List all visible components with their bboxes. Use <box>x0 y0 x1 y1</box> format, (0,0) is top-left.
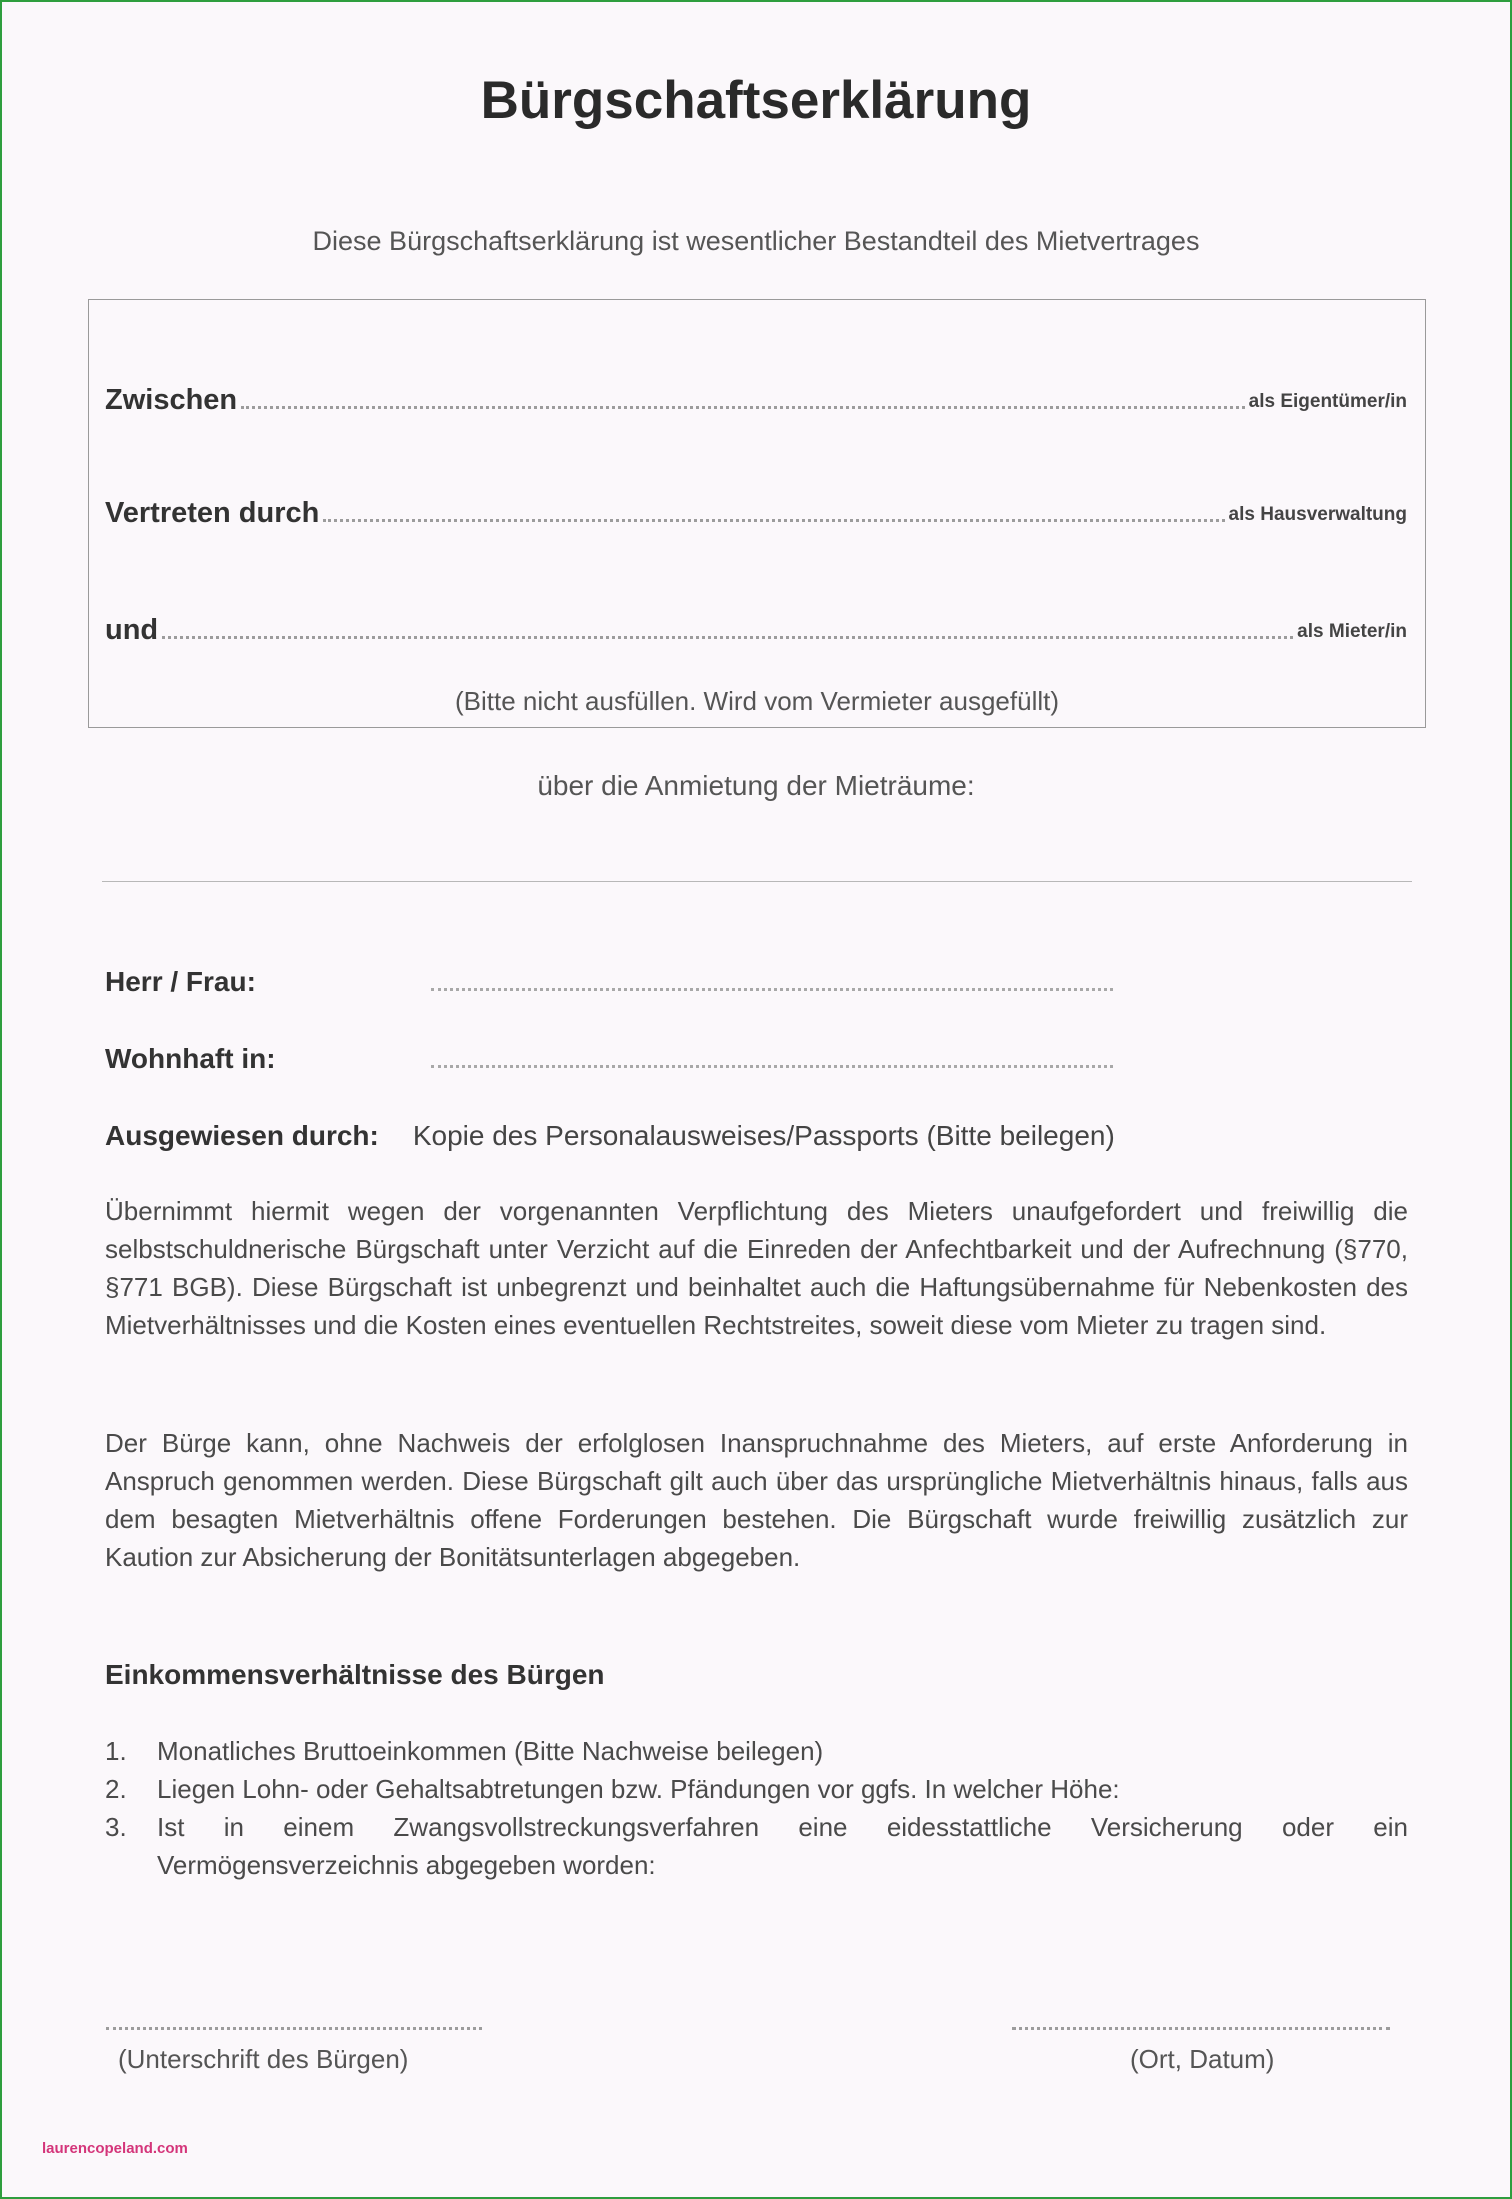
field-row-address <box>105 1039 1113 1075</box>
address-dotted-line <box>431 1064 1113 1068</box>
paragraph-guarantee: Übernimmt hiermit wegen der vorgenannten Verpflichtung des Mieters unaufgefordert und freiwillig die selbstschuldnerische Bürgschaft unter Verzicht auf die Einreden der Anfechtbarkeit und der Aufrechnung (§770, §771 BGB). Diese Bürgschaft ist unbegrenzt und beinhaltet auch die Haftungsübernahme für Nebenkosten des Mietverhältnisses und die Kosten eines eventuellen Rechtstreites, soweit diese vom Mieter zu tragen sind. <box>105 1196 1408 1340</box>
document-title: Bürgschaftserklärung <box>480 71 1032 130</box>
party-label-tenant: und <box>105 614 159 646</box>
list-item-text: Ist in einem Zwangsvollstreckungsverfahren eine eidesstattliche Versicherung oder ein Vermögensverzeichnis abgegeben worden: <box>157 1812 1408 1880</box>
income-heading: Einkommensverhältnisse des Bürgen <box>105 1659 605 1690</box>
signature-dotted-line <box>106 2027 482 2030</box>
identification-value: Kopie des Personalausweises/Passports (Bitte beilegen) <box>412 1120 1115 1151</box>
rental-premises-heading: über die Anmietung der Mieträume: <box>537 770 975 801</box>
owner-dotted-line <box>241 405 1244 409</box>
list-item-number: 2. <box>105 1774 127 1804</box>
parties-box <box>88 299 1426 728</box>
list-item <box>105 1770 1408 1808</box>
premises-line <box>102 881 1412 882</box>
list-item-text: Liegen Lohn- oder Gehaltsabtretungen bzw. Pfändungen vor ggfs. In welcher Höhe: <box>157 1774 1120 1804</box>
list-item <box>105 1808 1408 1884</box>
party-role-management: als Hausverwaltung <box>1228 504 1407 525</box>
field-label-address: Wohnhaft in: <box>105 1043 276 1074</box>
party-row-owner <box>105 377 1407 417</box>
party-role-tenant: als Mieter/in <box>1297 621 1407 642</box>
field-row-name <box>105 962 1113 998</box>
place-date-caption: (Ort, Datum) <box>1130 2044 1275 2074</box>
income-list <box>105 1732 1408 1884</box>
list-item-text: Monatliches Bruttoeinkommen (Bitte Nachweise beilegen) <box>157 1736 824 1766</box>
list-item-number: 1. <box>105 1736 127 1766</box>
list-item-number: 3. <box>105 1812 127 1842</box>
place-date-dotted-line <box>1012 2027 1390 2030</box>
signature-caption: (Unterschrift des Bürgen) <box>118 2044 409 2074</box>
party-row-tenant <box>105 607 1407 647</box>
tenant-dotted-line <box>162 635 1293 639</box>
box-note: (Bitte nicht ausfüllen. Wird vom Vermieter ausgefüllt) <box>454 686 1060 716</box>
paragraph-claim: Der Bürge kann, ohne Nachweis der erfolglosen Inanspruchnahme des Mieters, auf erste Anforderung in Anspruch genommen werden. Diese Bürgschaft gilt auch über das ursprüngliche Mietverhältnis hinaus, falls aus dem besagten Mietverhältnis offene Forderungen bestehen. Die Bürgschaft wurde freiwillig zusätzlich zur Kaution zur Absicherung der Bonitätsunterlagen abgegeben. <box>105 1428 1408 1572</box>
party-row-management <box>105 490 1407 530</box>
identification-label: Ausgewiesen durch: <box>105 1120 379 1151</box>
name-dotted-line <box>431 987 1113 991</box>
party-label-owner: Zwischen <box>105 384 238 416</box>
document-subtitle: Diese Bürgschaftserklärung ist wesentlicher Bestandteil des Mietvertrages <box>312 226 1200 256</box>
party-role-owner: als Eigentümer/in <box>1248 391 1407 412</box>
management-dotted-line <box>323 518 1224 522</box>
identification-row <box>105 1120 1115 1152</box>
field-label-name: Herr / Frau: <box>105 966 256 997</box>
party-label-management: Vertreten durch <box>105 497 320 529</box>
watermark: laurencopeland.com <box>42 2140 188 2157</box>
list-item <box>105 1732 1408 1770</box>
